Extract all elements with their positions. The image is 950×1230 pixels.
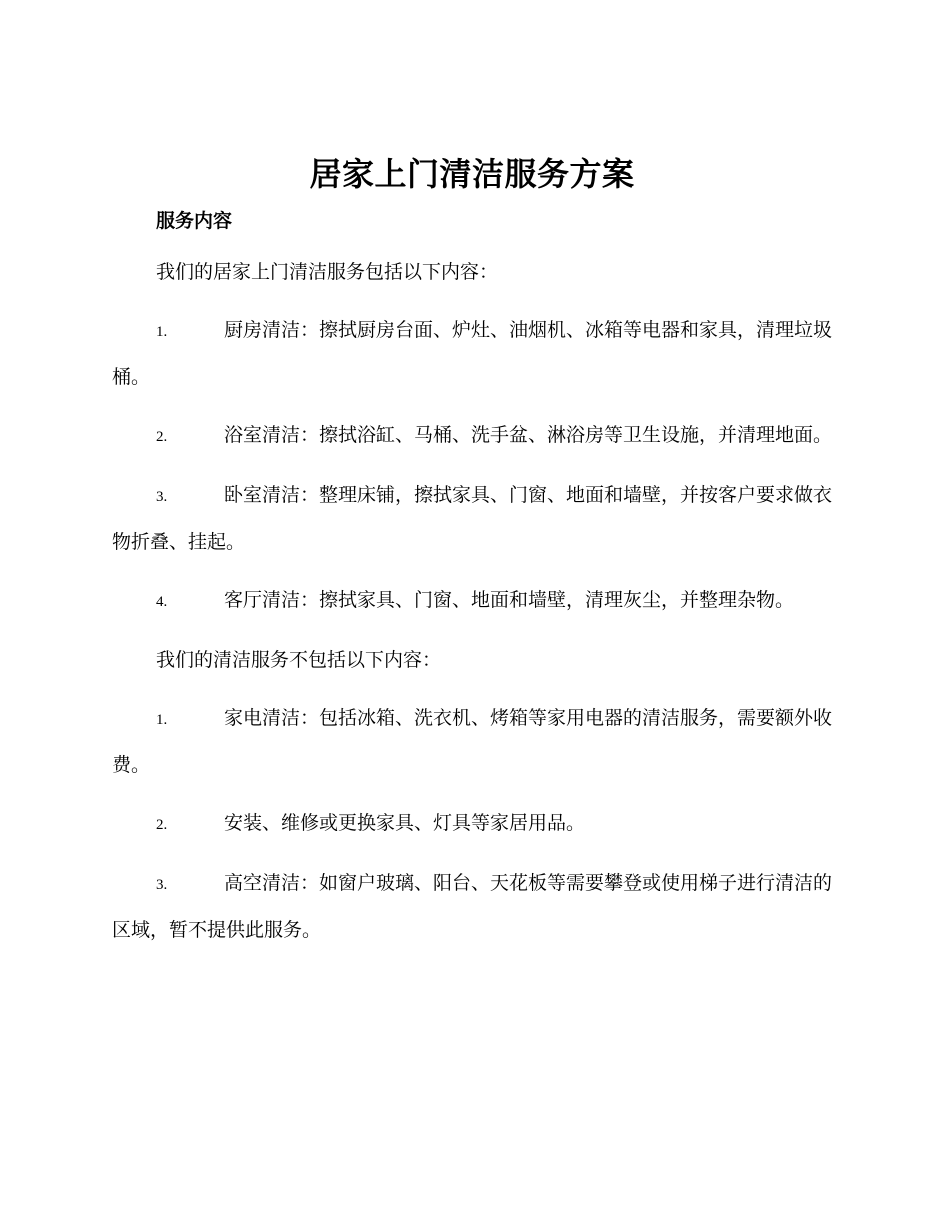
list-item	[112, 413, 832, 460]
list-item	[112, 801, 832, 848]
list-item	[112, 861, 832, 953]
list-number: 3.	[156, 489, 168, 505]
list-number: 3.	[156, 877, 168, 893]
document-page	[112, 150, 832, 966]
list-item	[112, 473, 832, 565]
list-text: 家电清洁：包括冰箱、洗衣机、烤箱等家用电器的清洁服务，需要额外收费。	[112, 707, 833, 776]
list-item	[112, 308, 832, 400]
included-list	[112, 308, 832, 625]
document-title: 居家上门清洁服务方案	[309, 155, 635, 193]
included-intro: 我们的居家上门清洁服务包括以下内容：	[156, 261, 499, 283]
list-number: 2.	[156, 429, 168, 445]
list-number: 4.	[156, 594, 168, 610]
list-text: 高空清洁：如窗户玻璃、阳台、天花板等需要攀登或使用梯子进行清洁的区域，暂不提供此服务。	[112, 872, 833, 941]
section-heading: 服务内容	[156, 210, 233, 232]
list-item	[112, 696, 832, 788]
excluded-intro: 我们的清洁服务不包括以下内容：	[156, 649, 442, 671]
list-item	[112, 578, 832, 625]
list-text: 浴室清洁：擦拭浴缸、马桶、洗手盆、淋浴房等卫生设施，并清理地面。	[224, 424, 833, 446]
list-number: 1.	[156, 712, 168, 728]
excluded-list	[112, 696, 832, 953]
list-text: 客厅清洁：擦拭家具、门窗、地面和墙壁，清理灰尘，并整理杂物。	[224, 589, 795, 611]
list-number: 2.	[156, 817, 168, 833]
list-text: 安装、维修或更换家具、灯具等家居用品。	[224, 812, 586, 834]
list-text: 卧室清洁：整理床铺，擦拭家具、门窗、地面和墙壁，并按客户要求做衣物折叠、挂起。	[112, 484, 833, 553]
list-number: 1.	[156, 324, 168, 340]
list-text: 厨房清洁：擦拭厨房台面、炉灶、油烟机、冰箱等电器和家具，清理垃圾桶。	[112, 319, 833, 388]
